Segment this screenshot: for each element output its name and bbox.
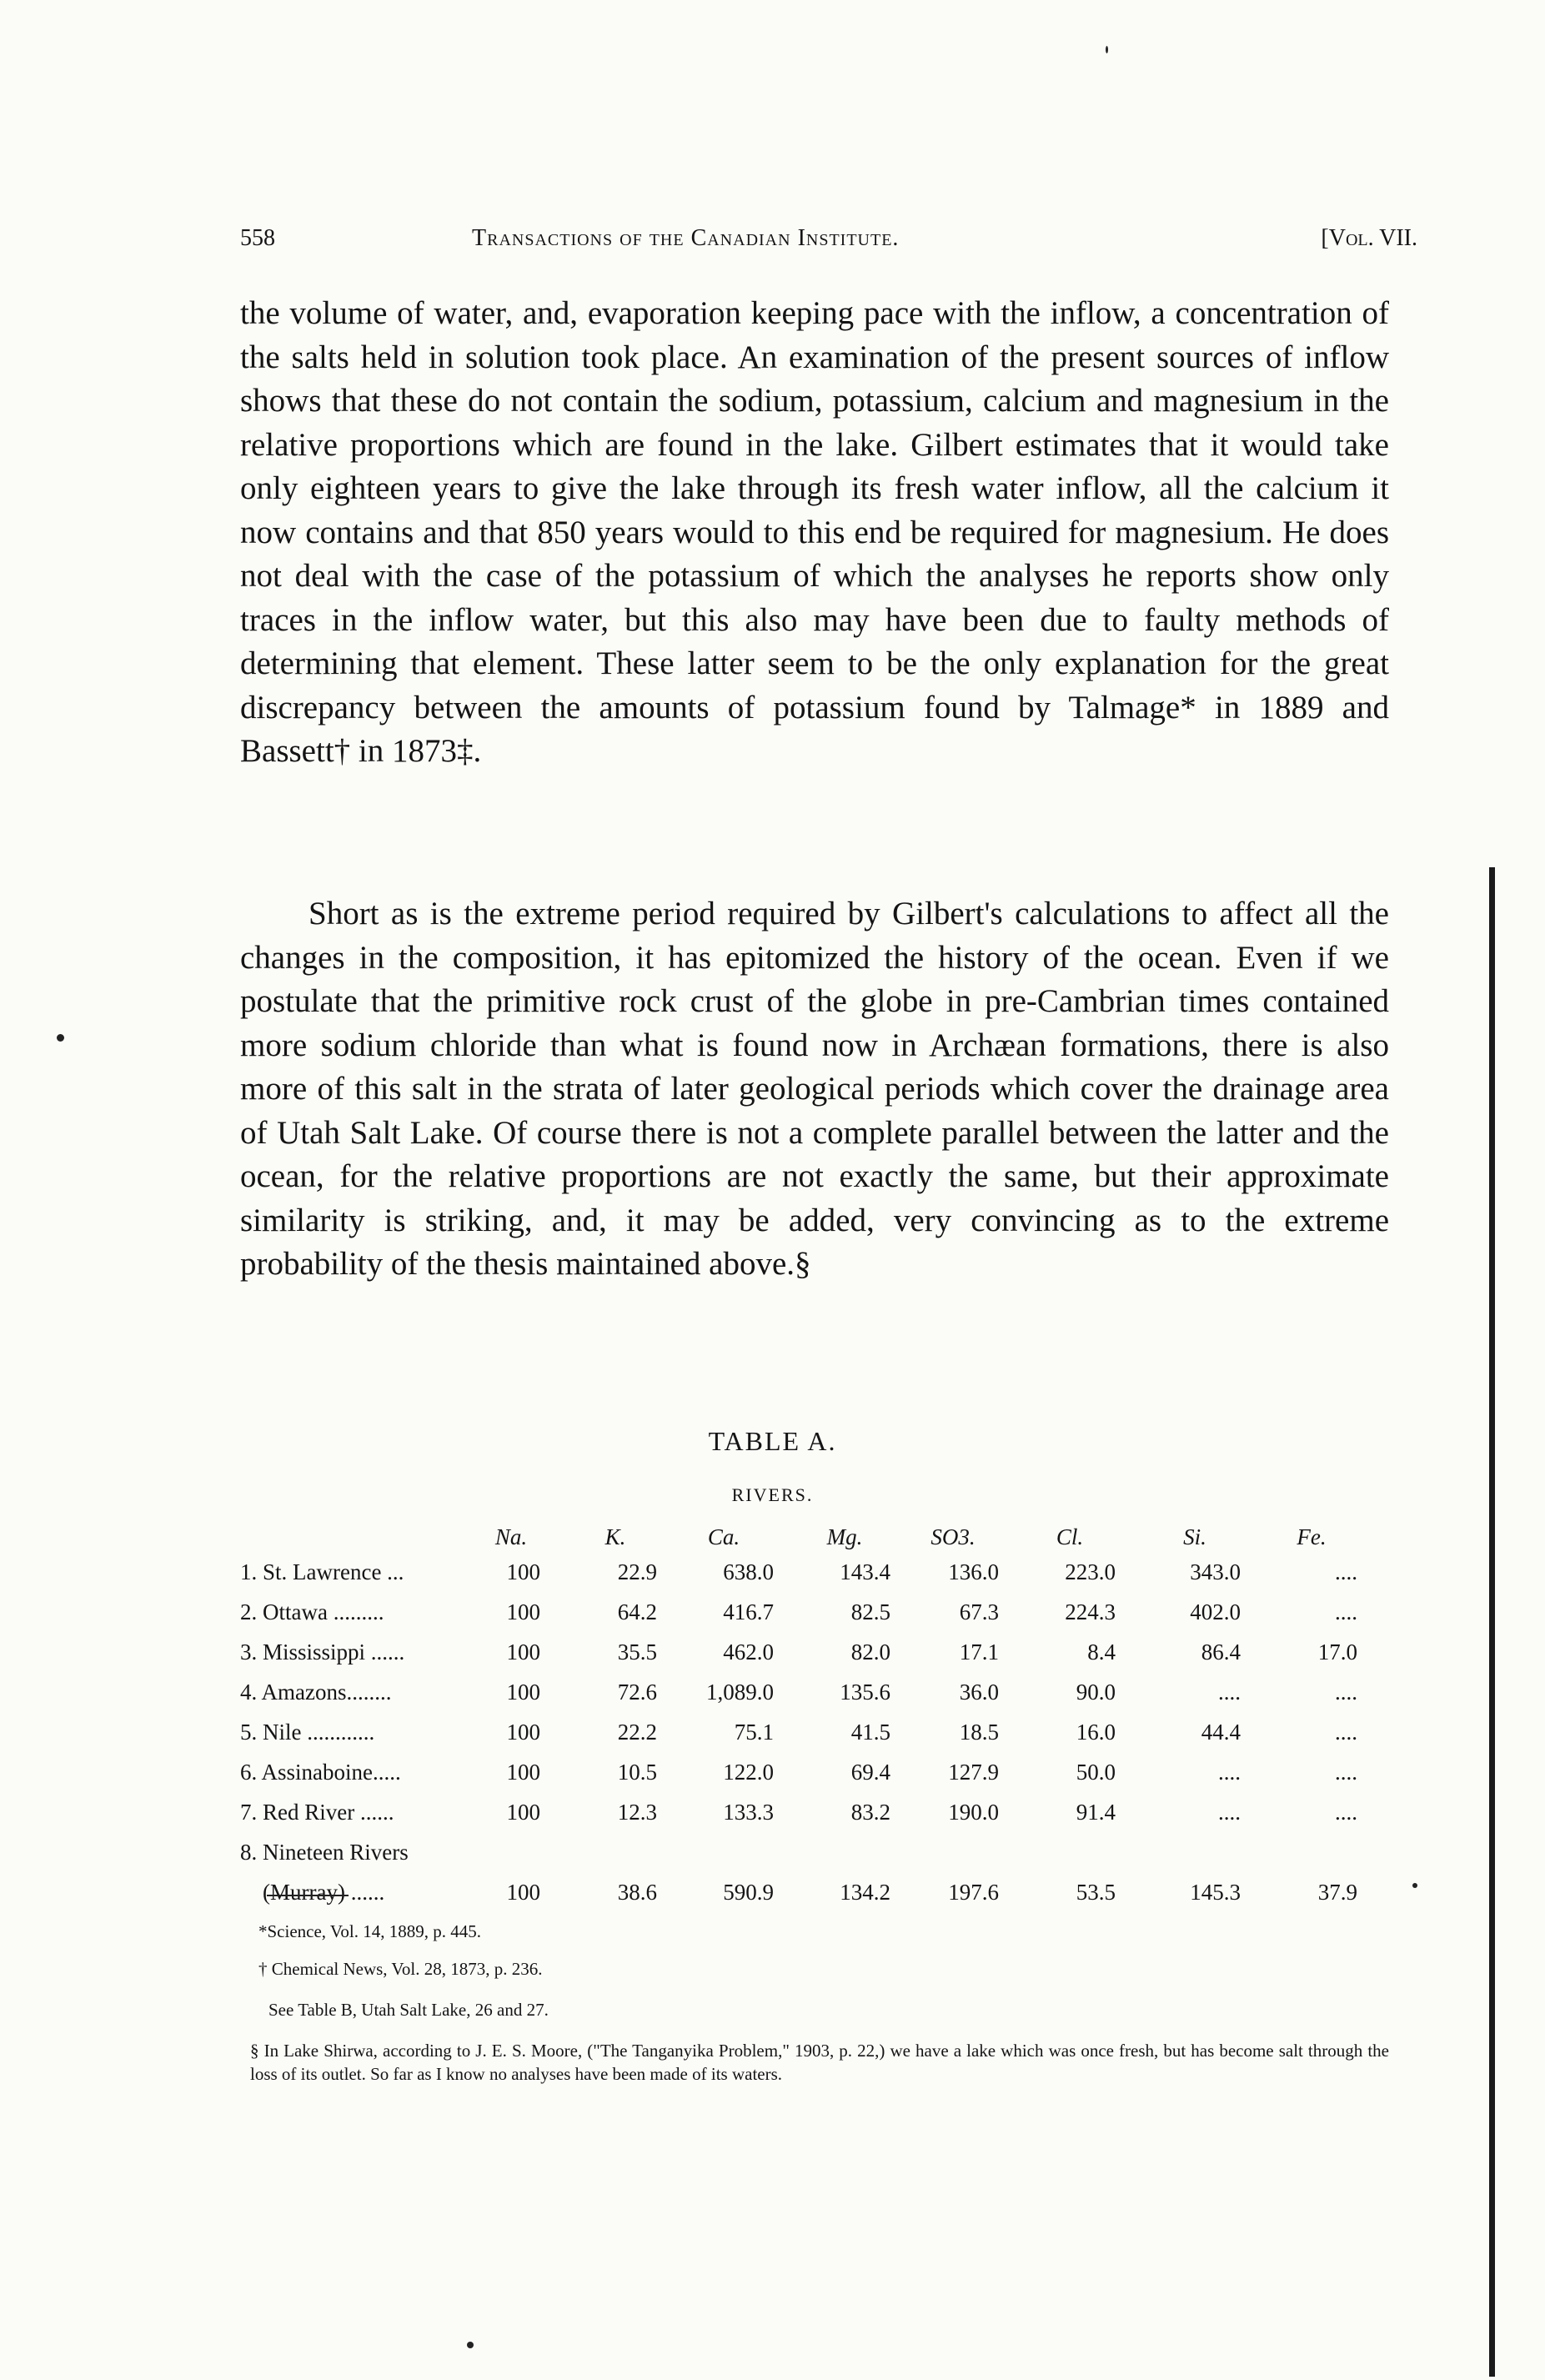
table-cell: .... <box>1335 1559 1357 1584</box>
running-head <box>240 225 1417 259</box>
table-cell: 75.1 <box>734 1720 774 1745</box>
table-cell: .... <box>1335 1599 1357 1624</box>
table-cell: 22.2 <box>617 1720 657 1745</box>
table-cell: 35.5 <box>617 1639 657 1664</box>
table-cell: 133.3 <box>723 1800 774 1825</box>
footnote-4: § In Lake Shirwa, according to J. E. S. Moore, ("The Tanganyika Problem," 1903, p. 22,) we have a lake which was once fresh, but has become salt through the loss of its outlet. So far as I know no analyses have been made of its waters. <box>250 2041 1389 2084</box>
river-name: 3. Mississippi ...... <box>240 1639 405 1664</box>
table-cell: .... <box>1218 1680 1241 1705</box>
table-cell: 100 <box>506 1720 540 1745</box>
table-cell: 402.0 <box>1190 1599 1241 1624</box>
table-cell: 224.3 <box>1065 1599 1116 1624</box>
table-cell: .... <box>1218 1760 1241 1785</box>
river-name: 2. Ottawa ......... <box>240 1599 384 1624</box>
river-name: 4. Amazons........ <box>240 1680 392 1705</box>
table-cell: 197.6 <box>948 1880 999 1905</box>
table-cell: 41.5 <box>850 1720 890 1745</box>
table-cell: 100 <box>506 1800 540 1825</box>
table-cell: 90.0 <box>1076 1680 1116 1705</box>
table-cell: 1,089.0 <box>706 1680 774 1705</box>
table-row <box>240 1599 1416 1639</box>
table-cell: 134.2 <box>840 1880 890 1905</box>
table-row <box>240 1760 1416 1800</box>
journal-title: Transactions of the Canadian Institute. <box>472 225 900 251</box>
table-cell: 122.0 <box>723 1760 774 1785</box>
paragraph-1: the volume of water, and, evaporation keeping pace with the inflow, a concentration of the salts held in solution took place. An examination of the present sources of inflow shows that these do not contain the sodium, potassium, calcium and magnesium in the relative proportions which are found in the lake. Gilbert estimates that it would take only eighteen years to give the lake through its fresh water inflow, all the calcium it now contains and that 850 years would to this end be required for magnesium. He does not deal with the case of the potassium of which the analyses he reports show only traces in the inflow water, but this also may have been due to faulty methods of determining that element. These latter seem to be the only explanation for the great discrepancy between the amounts of potassium found by Talmage* in 1889 and Bassett† in 1873‡. <box>240 295 1389 769</box>
table-row <box>240 1639 1416 1680</box>
scan-speck <box>1106 46 1108 53</box>
footnote-1: *Science, Vol. 14, 1889, p. 445. <box>258 1921 481 1941</box>
table-cell: 91.4 <box>1076 1800 1116 1825</box>
table-cell: .... <box>1335 1680 1357 1705</box>
table-cell: 590.9 <box>723 1880 774 1905</box>
table-cell: 100 <box>506 1880 540 1905</box>
volume-label: [Vol. VII. <box>1321 225 1417 251</box>
footnote-separator <box>267 1895 349 1896</box>
paragraph-2: Short as is the extreme period required by Gilbert's calculations to affect all the changes in the composition, it has epitomized the history of the ocean. Even if we postulate that the primitive rock crust of the globe in pre-Cambrian times contained more sodium chloride than what is found now in Archæan formations, there is also more of this salt in the strata of later geological periods which cover the drainage area of Utah Salt Lake. Of course there is not a complete parallel between the latter and the ocean, for the relative proportions are not exactly the same, but their approximate similarity is striking, and, it may be added, very convincing as to the extreme probability of the thesis maintained above.§ <box>240 896 1389 1282</box>
table-cell: 8.4 <box>1087 1639 1116 1664</box>
table-cell: 82.5 <box>850 1599 890 1624</box>
scan-speck <box>467 2342 474 2348</box>
table-cell: 44.4 <box>1201 1720 1241 1745</box>
table-cell: 100 <box>506 1760 540 1785</box>
table-cell: 343.0 <box>1190 1559 1241 1584</box>
table-cell: 100 <box>506 1639 540 1664</box>
table-cell: 16.0 <box>1076 1720 1116 1745</box>
table-row <box>240 1800 1416 1840</box>
table-cell: 145.3 <box>1190 1880 1241 1905</box>
rivers-table <box>240 1524 1416 1920</box>
table-cell: 36.0 <box>959 1680 999 1705</box>
table-cell: 38.6 <box>617 1880 657 1905</box>
table-cell: 37.9 <box>1317 1880 1357 1905</box>
table-cell: 64.2 <box>617 1599 657 1624</box>
column-header: Mg. <box>826 1524 863 1549</box>
table-cell: 416.7 <box>723 1599 774 1624</box>
table-cell: 190.0 <box>948 1800 999 1825</box>
column-header: Cl. <box>1056 1524 1084 1549</box>
table-title: TABLE A. <box>708 1426 837 1456</box>
scan-speck <box>1412 1883 1417 1888</box>
table-cell: 638.0 <box>723 1559 774 1584</box>
table-cell: 136.0 <box>948 1559 999 1584</box>
table-header-row <box>240 1524 1416 1559</box>
column-header: Si. <box>1183 1524 1206 1549</box>
table-row <box>240 1559 1416 1599</box>
table-row <box>240 1840 1416 1880</box>
table-row <box>240 1680 1416 1720</box>
river-name: 8. Nineteen Rivers <box>240 1840 409 1865</box>
table-cell: .... <box>1335 1800 1357 1825</box>
scan-edge-bar <box>1489 867 1495 2377</box>
table-cell: .... <box>1218 1800 1241 1825</box>
table-cell: 53.5 <box>1076 1880 1116 1905</box>
table-cell: 83.2 <box>850 1800 890 1825</box>
scan-speck <box>57 1034 64 1042</box>
table-cell: 17.0 <box>1317 1639 1357 1664</box>
table-cell: 67.3 <box>959 1599 999 1624</box>
footnote-3: See Table B, Utah Salt Lake, 26 and 27. <box>268 2000 549 2020</box>
table-cell: 127.9 <box>948 1760 999 1785</box>
column-header: Na. <box>494 1524 528 1549</box>
table-cell: 86.4 <box>1201 1639 1241 1664</box>
table-cell: 69.4 <box>850 1760 890 1785</box>
column-header: SO3. <box>931 1524 976 1549</box>
table-cell: 72.6 <box>617 1680 657 1705</box>
table-cell: 12.3 <box>617 1800 657 1825</box>
river-name: 7. Red River ...... <box>240 1800 394 1825</box>
table-subtitle: RIVERS. <box>731 1484 814 1505</box>
table-cell: 143.4 <box>840 1559 890 1584</box>
table-row <box>240 1720 1416 1760</box>
table-cell: 223.0 <box>1065 1559 1116 1584</box>
footnote-2: † Chemical News, Vol. 28, 1873, p. 236. <box>258 1959 543 1979</box>
table-cell: 10.5 <box>617 1760 657 1785</box>
river-name: 6. Assinaboine..... <box>240 1760 401 1785</box>
table-cell: 462.0 <box>723 1639 774 1664</box>
river-name: (Murray) ...... <box>240 1880 385 1905</box>
column-header: Fe. <box>1297 1524 1327 1549</box>
table-cell: .... <box>1335 1720 1357 1745</box>
table-cell: 18.5 <box>959 1720 999 1745</box>
table-cell: 135.6 <box>840 1680 890 1705</box>
table-cell: 22.9 <box>617 1559 657 1584</box>
table-cell: .... <box>1335 1760 1357 1785</box>
page-number: 558 <box>240 225 275 251</box>
table-cell: 17.1 <box>959 1639 999 1664</box>
table-cell: 50.0 <box>1076 1760 1116 1785</box>
column-header: K. <box>604 1524 626 1549</box>
river-name: 1. St. Lawrence ... <box>240 1559 404 1584</box>
river-name: 5. Nile ............ <box>240 1720 375 1745</box>
table-cell: 82.0 <box>850 1639 890 1664</box>
table-cell: 100 <box>506 1680 540 1705</box>
table-cell: 100 <box>506 1599 540 1624</box>
table-row <box>240 1880 1416 1920</box>
table-cell: 100 <box>506 1559 540 1584</box>
column-header: Ca. <box>707 1524 740 1549</box>
